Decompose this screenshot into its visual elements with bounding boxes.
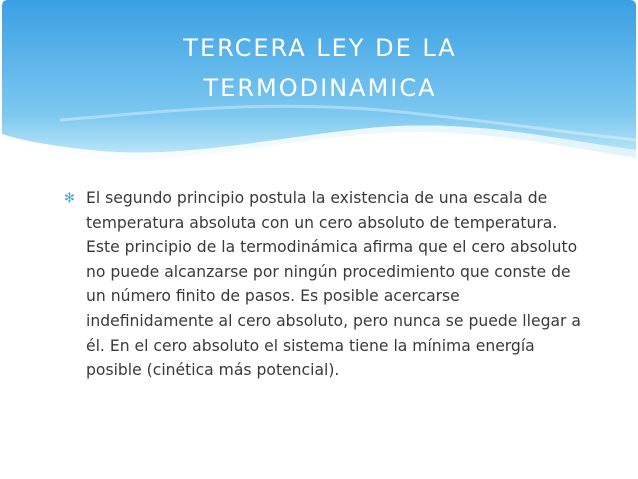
title-banner [0,0,638,165]
slide-title [100,28,540,108]
slide-body [64,186,584,383]
bullet-text: El segundo principio postula la existencia de una escala de temperatura absoluta con un cero absoluto de temperatura. Este principio de la termodinámica afirma que el cero absoluto no puede alcanzarse por ningún procedimiento que conste de un número finito de pasos. Es posible acercarse indefinidamente al cero absoluto, pero nunca se puede llegar a él. En el cero absoluto el sistema tiene la mínima energía posible (cinética más potencial). [86,189,581,380]
asterisk-icon: ✻ [64,191,75,206]
title-line-1: TERCERA LEY DE LA [183,34,457,62]
title-line-2: TERMODINAMICA [203,74,437,102]
bullet-item [64,186,584,383]
